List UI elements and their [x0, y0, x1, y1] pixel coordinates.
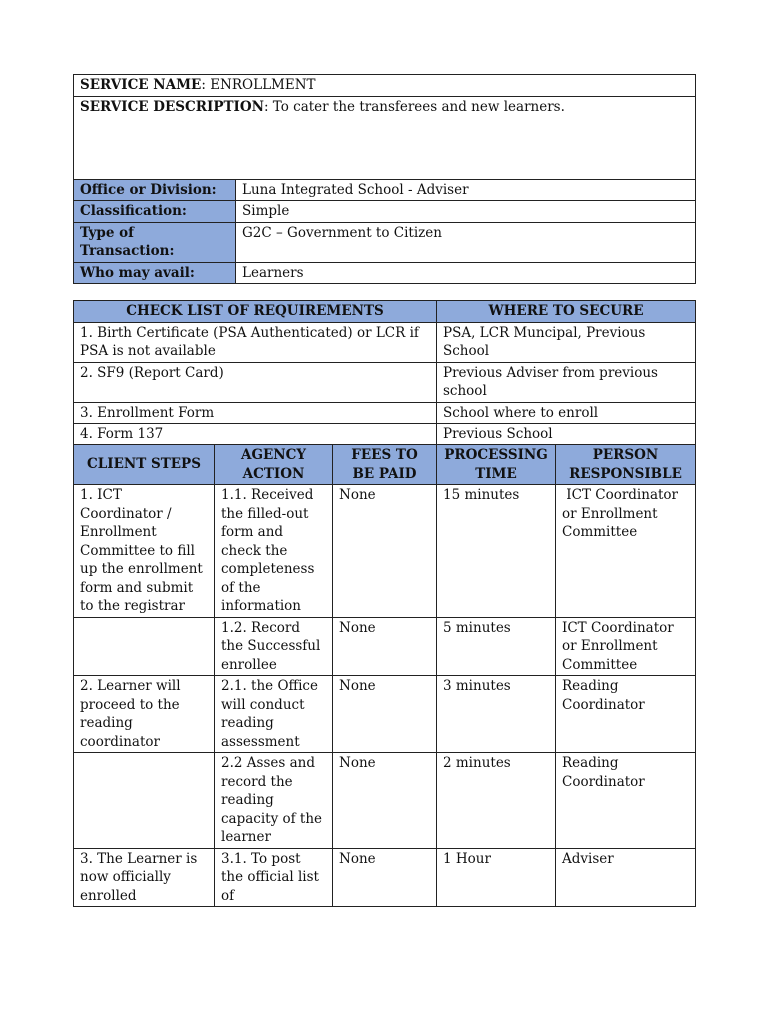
- step-row: [74, 485, 696, 618]
- fees: None: [333, 848, 437, 907]
- requirement-item: 1. Birth Certificate (PSA Authenticated) or LCR if PSA is not available: [74, 322, 437, 362]
- person-responsible: Reading Coordinator: [556, 676, 696, 753]
- client-steps-header: CLIENT STEPS: [74, 445, 215, 485]
- who-may-avail-label: Who may avail:: [74, 262, 236, 284]
- service-name-row: [74, 75, 696, 97]
- requirement-item: 3. Enrollment Form: [74, 402, 437, 424]
- service-description-label: SERVICE DESCRIPTION: [80, 98, 264, 115]
- person-responsible: Reading Coordinator: [556, 753, 696, 849]
- fees: None: [333, 753, 437, 849]
- requirement-row: [74, 322, 696, 362]
- agency-action: 2.1. the Office will conduct reading assessment: [215, 676, 333, 753]
- processing-time: 3 minutes: [437, 676, 556, 753]
- client-step: [74, 617, 215, 676]
- requirement-source: School where to enroll: [437, 402, 696, 424]
- step-row: [74, 848, 696, 907]
- fees: None: [333, 676, 437, 753]
- agency-action: 1.2. Record the Successful enrollee: [215, 617, 333, 676]
- who-may-avail-value: Learners: [236, 262, 696, 284]
- steps-header-row: [74, 445, 696, 485]
- client-step: [74, 753, 215, 849]
- requirement-row: [74, 424, 696, 446]
- client-step: 3. The Learner is now officially enrolled: [74, 848, 215, 907]
- person-responsible: ICT Coordinator or Enrollment Committee: [556, 617, 696, 676]
- person-responsible: Adviser: [556, 848, 696, 907]
- person-responsible-header: PERSON RESPONSIBLE: [556, 445, 696, 485]
- fees: None: [333, 617, 437, 676]
- service-name-label: SERVICE NAME: [80, 77, 202, 93]
- person-responsible: ICT Coordinator or Enrollment Committee: [556, 485, 696, 618]
- processing-time: 15 minutes: [437, 485, 556, 618]
- requirement-item: 4. Form 137: [74, 424, 437, 446]
- office-label: Office or Division:: [74, 179, 236, 201]
- requirements-header-row: [74, 301, 696, 323]
- requirement-source: PSA, LCR Muncipal, Previous School: [437, 322, 696, 362]
- requirement-item: 2. SF9 (Report Card): [74, 362, 437, 402]
- requirements-table: [73, 300, 696, 446]
- client-step: 1. ICT Coordinator / Enrollment Committee to fill up the enrollment form and submit to the registrar: [74, 485, 215, 618]
- requirement-source: Previous School: [437, 424, 696, 446]
- step-row: [74, 617, 696, 676]
- office-row: [74, 179, 696, 201]
- client-step: 2. Learner will proceed to the reading coordinator: [74, 676, 215, 753]
- processing-time: 1 Hour: [437, 848, 556, 907]
- classification-value: Simple: [236, 201, 696, 223]
- agency-action: 2.2 Asses and record the reading capacity of the learner: [215, 753, 333, 849]
- agency-action: 3.1. To post the official list of: [215, 848, 333, 907]
- processing-time: 5 minutes: [437, 617, 556, 676]
- service-description-row: [74, 96, 696, 179]
- agency-action: 1.1. Received the filled-out form and check the completeness of the information: [215, 485, 333, 618]
- processing-time: 2 minutes: [437, 753, 556, 849]
- client-steps-table: [73, 444, 696, 907]
- classification-label: Classification:: [74, 201, 236, 223]
- processing-time-header: PROCESSING TIME: [437, 445, 556, 485]
- transaction-type-label: Type of Transaction:: [74, 222, 236, 262]
- service-description-value: : To cater the transferees and new learners.: [263, 98, 565, 115]
- transaction-type-value: G2C – Government to Citizen: [236, 222, 696, 262]
- requirement-row: [74, 362, 696, 402]
- service-name-value: : ENROLLMENT: [201, 77, 316, 93]
- agency-action-header: AGENCY ACTION: [215, 445, 333, 485]
- fees-header: FEES TO BE PAID: [333, 445, 437, 485]
- transaction-type-row: [74, 222, 696, 262]
- where-to-secure-header: WHERE TO SECURE: [437, 301, 696, 323]
- service-info-table: [73, 74, 696, 284]
- classification-row: [74, 201, 696, 223]
- requirement-source: Previous Adviser from previous school: [437, 362, 696, 402]
- step-row: [74, 676, 696, 753]
- office-value: Luna Integrated School - Adviser: [236, 179, 696, 201]
- fees: None: [333, 485, 437, 618]
- step-row: [74, 753, 696, 849]
- requirement-row: [74, 402, 696, 424]
- requirements-header: CHECK LIST OF REQUIREMENTS: [74, 301, 437, 323]
- who-may-avail-row: [74, 262, 696, 284]
